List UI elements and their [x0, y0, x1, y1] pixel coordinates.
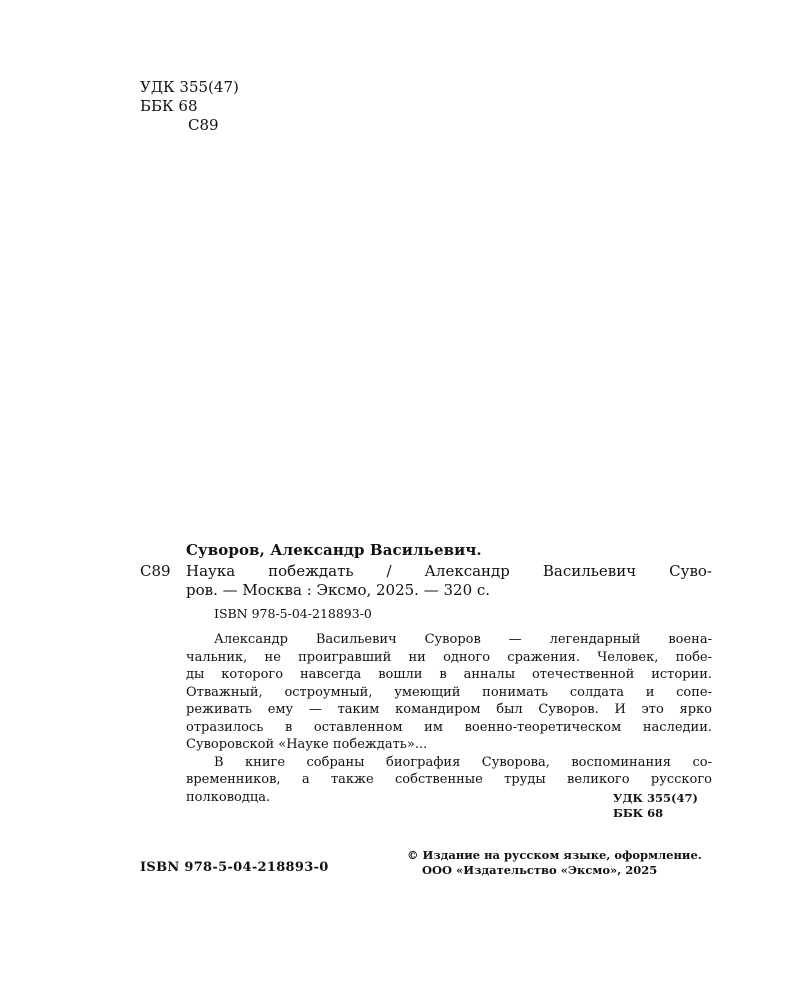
- catalog-isbn: ISBN 978-5-04-218893-0: [214, 606, 372, 621]
- annotation-line: ды которого навсегда вошли в анналы отечественной истории.: [186, 667, 712, 682]
- annotation-line: чальник, не проигравший ни одного сражения. Человек, побе-: [186, 649, 712, 665]
- isbn-footer: ISBN 978-5-04-218893-0: [140, 860, 329, 875]
- annotation-line: Отважный, остроумный, умеющий понимать солдата и сопе-: [186, 684, 712, 700]
- annotation-line: реживать ему — таким командиром был Суворов. И это ярко: [186, 702, 712, 717]
- udk-code: УДК 355(47): [140, 78, 239, 96]
- copyright-notice: [407, 848, 702, 878]
- annotation-line: В книге собраны биография Суворова, воспоминания со-: [214, 754, 712, 770]
- annotation-line: временников, а также собственные труды великого русского: [186, 772, 712, 787]
- bbk-code: ББК 68: [140, 97, 198, 115]
- annotation-line: Суворовской «Науке побеждать»...: [186, 737, 428, 752]
- catalog-author-mark: С89: [140, 562, 171, 580]
- copyright-line-1: © Издание на русском языке, оформление.: [407, 848, 702, 862]
- annotation-line: полководца.: [186, 789, 271, 805]
- author-mark: С89: [188, 116, 219, 134]
- annotation-line: Александр Васильевич Суворов — легендарный военa-: [214, 632, 712, 647]
- catalog-title-line-1: Наука побеждать / Александр Васильевич Суво-: [186, 562, 712, 580]
- catalog-author: Суворов, Александр Васильевич.: [186, 541, 482, 559]
- classification-codes-top: [140, 78, 239, 135]
- catalog-title: [186, 562, 712, 600]
- copyright-line-2: ООО «Издательство «Эксмо», 2025: [422, 863, 658, 877]
- annotation-line: отразилось в оставленном им военно-теоретическом наследии.: [186, 719, 712, 735]
- annotation: [186, 631, 712, 806]
- udk-code-bottom: УДК 355(47): [613, 791, 698, 805]
- bbk-code-bottom: ББК 68: [613, 806, 664, 820]
- classification-codes-bottom: [613, 791, 698, 821]
- catalog-title-line-2: ров. — Москва : Эксмо, 2025. — 320 с.: [186, 581, 491, 599]
